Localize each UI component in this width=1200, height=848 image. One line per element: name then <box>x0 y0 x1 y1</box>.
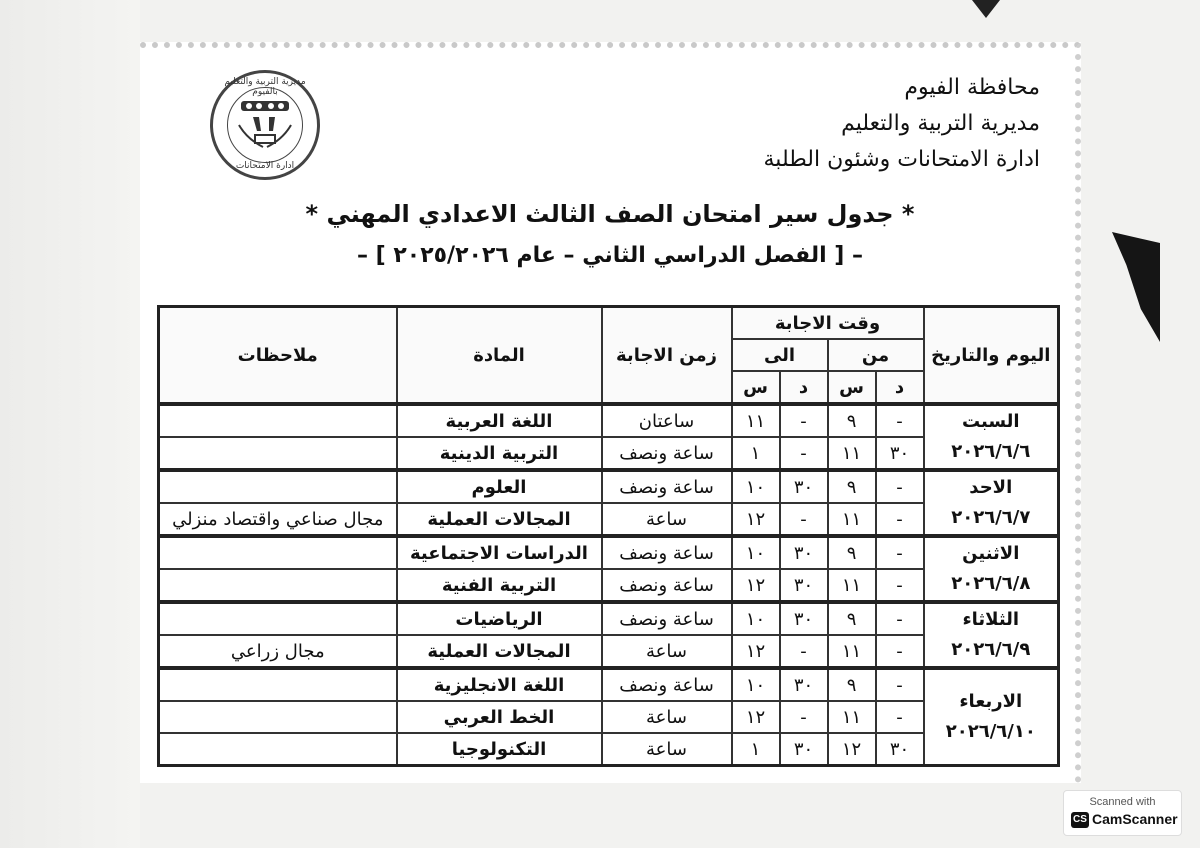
governorate-name: محافظة الفيوم <box>904 75 1040 100</box>
seal-emblem-icon <box>233 95 297 155</box>
from-minute-cell: - <box>876 503 924 536</box>
to-hour-cell: ١٠ <box>732 470 780 503</box>
duration-cell: ساعة ونصف <box>602 437 732 470</box>
to-hour-cell: ١٠ <box>732 602 780 635</box>
header-answer-time: وقت الاجابة <box>732 307 924 340</box>
day-name: السبت <box>961 411 1020 432</box>
to-minute-cell: - <box>780 437 828 470</box>
header-to: الى <box>732 339 828 371</box>
exam-date: ٢٠٢٦/٦/٩ <box>951 639 1031 660</box>
table-row <box>159 701 1059 733</box>
note-cell <box>159 668 397 701</box>
note-cell <box>159 569 397 602</box>
camscanner-logo-icon: CS <box>1071 812 1089 828</box>
note-cell <box>159 470 397 503</box>
subject-cell: اللغة الانجليزية <box>397 668 602 701</box>
table-row <box>159 668 1059 701</box>
to-minute-cell: ٣٠ <box>780 470 828 503</box>
background-edge <box>0 0 140 848</box>
exam-date: ٢٠٢٦/٦/١٠ <box>945 721 1036 742</box>
from-minute-cell: - <box>876 536 924 569</box>
exam-date: ٢٠٢٦/٦/٨ <box>951 573 1031 594</box>
table-row <box>159 503 1059 536</box>
subject-cell: التكنولوجيا <box>397 733 602 766</box>
to-hour-cell: ١٢ <box>732 701 780 733</box>
scan-artifact-top <box>972 0 1000 18</box>
scanner-watermark <box>1063 790 1182 836</box>
exam-date: ٢٠٢٦/٦/٦ <box>951 441 1031 462</box>
to-minute-cell: - <box>780 503 828 536</box>
from-minute-cell: ٣٠ <box>876 733 924 766</box>
header-from: من <box>828 339 924 371</box>
to-minute-cell: ٣٠ <box>780 668 828 701</box>
table-row <box>159 470 1059 503</box>
from-hour-cell: ١١ <box>828 503 876 536</box>
from-hour-cell: ١١ <box>828 701 876 733</box>
from-hour-cell: ١١ <box>828 437 876 470</box>
day-date-cell <box>924 536 1059 602</box>
table-row <box>159 404 1059 437</box>
scan-artifact-right <box>1112 232 1160 342</box>
to-minute-cell: ٣٠ <box>780 536 828 569</box>
from-hour-cell: ٩ <box>828 668 876 701</box>
to-hour-cell: ١٠ <box>732 536 780 569</box>
note-cell: مجال زراعي <box>159 635 397 668</box>
scanner-brand: CamScanner <box>1092 811 1178 827</box>
day-name: الاثنين <box>962 543 1020 564</box>
to-minute-cell: - <box>780 701 828 733</box>
day-date-cell <box>924 404 1059 470</box>
header-notes: ملاحظات <box>159 307 397 405</box>
duration-cell: ساعة <box>602 635 732 668</box>
document-header <box>764 70 1040 178</box>
duration-cell: ساعة <box>602 503 732 536</box>
from-minute-cell: - <box>876 668 924 701</box>
to-hour-cell: ١٢ <box>732 569 780 602</box>
schedule-title: * جدول سير امتحان الصف الثالث الاعدادي المهني * <box>305 200 915 228</box>
header-to-minute: د <box>780 371 828 404</box>
from-hour-cell: ٩ <box>828 404 876 437</box>
duration-cell: ساعة <box>602 701 732 733</box>
to-hour-cell: ١٢ <box>732 635 780 668</box>
to-minute-cell: - <box>780 404 828 437</box>
subject-cell: الدراسات الاجتماعية <box>397 536 602 569</box>
from-minute-cell: ٣٠ <box>876 437 924 470</box>
header-from-hour: س <box>828 371 876 404</box>
table-row <box>159 602 1059 635</box>
day-date-cell <box>924 602 1059 668</box>
table-row <box>159 437 1059 470</box>
directorate-name: مديرية التربية والتعليم <box>841 111 1040 136</box>
table-row <box>159 635 1059 668</box>
note-cell <box>159 404 397 437</box>
schedule-body <box>159 404 1059 766</box>
exam-date: ٢٠٢٦/٦/٧ <box>951 507 1031 528</box>
subject-cell: الرياضيات <box>397 602 602 635</box>
to-minute-cell: ٣٠ <box>780 733 828 766</box>
official-seal <box>210 70 320 180</box>
subject-cell: التربية الدينية <box>397 437 602 470</box>
duration-cell: ساعتان <box>602 404 732 437</box>
subject-cell: اللغة العربية <box>397 404 602 437</box>
table-row <box>159 569 1059 602</box>
from-hour-cell: ١٢ <box>828 733 876 766</box>
from-minute-cell: - <box>876 404 924 437</box>
from-minute-cell: - <box>876 635 924 668</box>
to-minute-cell: - <box>780 635 828 668</box>
from-hour-cell: ٩ <box>828 470 876 503</box>
to-hour-cell: ١٢ <box>732 503 780 536</box>
header-duration: زمن الاجابة <box>602 307 732 405</box>
from-minute-cell: - <box>876 569 924 602</box>
seal-text-bottom: ادارة الامتحانات <box>235 161 295 171</box>
duration-cell: ساعة ونصف <box>602 569 732 602</box>
subject-cell: المجالات العملية <box>397 635 602 668</box>
exam-schedule-table <box>157 305 1060 767</box>
from-hour-cell: ١١ <box>828 569 876 602</box>
duration-cell: ساعة ونصف <box>602 668 732 701</box>
day-name: الاحد <box>969 477 1013 498</box>
to-hour-cell: ١١ <box>732 404 780 437</box>
to-minute-cell: ٣٠ <box>780 602 828 635</box>
from-minute-cell: - <box>876 701 924 733</box>
duration-cell: ساعة ونصف <box>602 470 732 503</box>
note-cell <box>159 437 397 470</box>
duration-cell: ساعة <box>602 733 732 766</box>
day-name: الثلاثاء <box>962 609 1020 630</box>
note-cell <box>159 536 397 569</box>
duration-cell: ساعة ونصف <box>602 602 732 635</box>
subject-cell: المجالات العملية <box>397 503 602 536</box>
to-hour-cell: ١ <box>732 437 780 470</box>
header-subject: المادة <box>397 307 602 405</box>
from-hour-cell: ٩ <box>828 536 876 569</box>
to-minute-cell: ٣٠ <box>780 569 828 602</box>
from-hour-cell: ٩ <box>828 602 876 635</box>
header-to-hour: س <box>732 371 780 404</box>
day-name: الاربعاء <box>959 691 1023 712</box>
from-hour-cell: ١١ <box>828 635 876 668</box>
note-cell <box>159 701 397 733</box>
note-cell <box>159 602 397 635</box>
subject-cell: الخط العربي <box>397 701 602 733</box>
note-cell: مجال صناعي واقتصاد منزلي <box>159 503 397 536</box>
department-name: ادارة الامتحانات وشئون الطلبة <box>763 147 1040 172</box>
from-minute-cell: - <box>876 602 924 635</box>
to-hour-cell: ١ <box>732 733 780 766</box>
day-date-cell <box>924 668 1059 766</box>
to-hour-cell: ١٠ <box>732 668 780 701</box>
table-row <box>159 536 1059 569</box>
header-day-date: اليوم والتاريخ <box>924 307 1059 405</box>
subject-cell: التربية الفنية <box>397 569 602 602</box>
duration-cell: ساعة ونصف <box>602 536 732 569</box>
subject-cell: العلوم <box>397 470 602 503</box>
day-date-cell <box>924 470 1059 536</box>
schedule-subtitle: – [ الفصل الدراسي الثاني – عام ٢٠٢٥/٢٠٢٦ ] – <box>356 243 864 268</box>
table-row <box>159 733 1059 766</box>
header-from-minute: د <box>876 371 924 404</box>
seal-text-top: مديرية التربية والتعليم بالفيوم <box>224 77 306 97</box>
scanner-caption: Scanned with <box>1089 796 1156 808</box>
from-minute-cell: - <box>876 470 924 503</box>
note-cell <box>159 733 397 766</box>
